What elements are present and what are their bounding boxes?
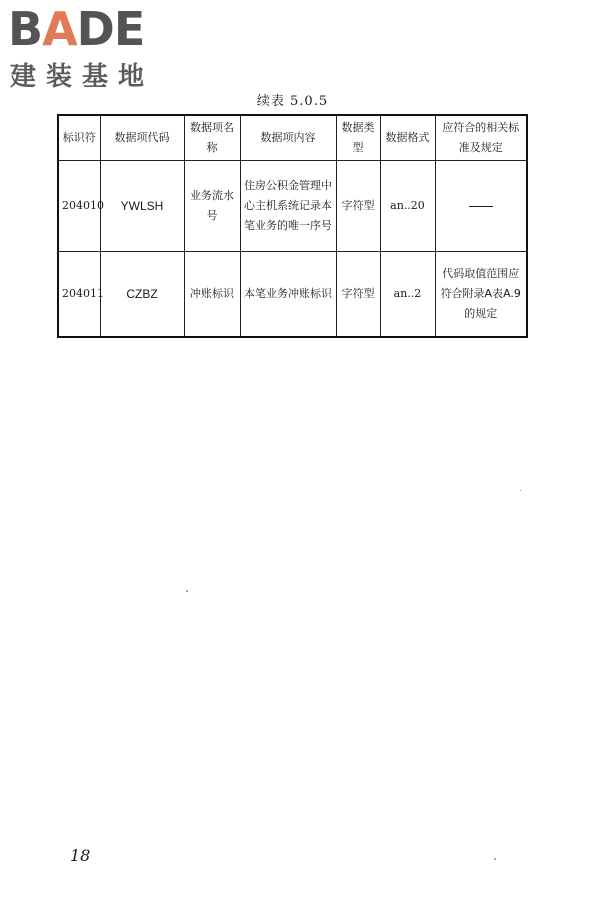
cell-item-name: 业务流水号 [184,161,240,252]
cell-related-standard [435,161,527,252]
cell-data-format: an..2 [380,252,435,338]
cell-item-content: 本笔业务冲账标识 [240,252,336,338]
header-item-content: 数据项内容 [240,115,336,161]
cell-item-code: CZBZ [100,252,184,338]
logo-wordmark: BADE [8,2,145,56]
cell-data-type: 字符型 [336,252,380,338]
cell-item-content: 住房公积金管理中心主机系统记录本笔业务的唯一序号 [240,161,336,252]
cell-data-type: 字符型 [336,161,380,252]
scan-speck [494,858,496,860]
cell-data-format: an..20 [380,161,435,252]
header-data-type: 数据类型 [336,115,380,161]
header-item-name: 数据项名称 [184,115,240,161]
header-item-code: 数据项代码 [100,115,184,161]
cell-related-standard: 代码取值范围应符合附录A表A.9的规定 [435,252,527,338]
cell-item-code: YWLSH [100,161,184,252]
header-data-format: 数据格式 [380,115,435,161]
logo-chinese-name: 建装基地 [10,62,155,92]
cell-identifier: 204010 [58,161,100,252]
header-identifier: 标识符 [58,115,100,161]
page-number: 18 [70,846,91,865]
empty-dash [469,206,493,207]
table-row [58,252,527,338]
table-header-row [58,115,527,161]
bade-logo [8,4,183,94]
scan-speck [520,490,521,491]
cell-item-name: 冲账标识 [184,252,240,338]
header-related-standard: 应符合的相关标准及规定 [435,115,527,161]
table-row [58,161,527,252]
cell-identifier: 204011 [58,252,100,338]
table-caption: 续表 5.0.5 [256,94,329,109]
scan-speck [186,590,188,592]
data-item-table [57,114,528,338]
